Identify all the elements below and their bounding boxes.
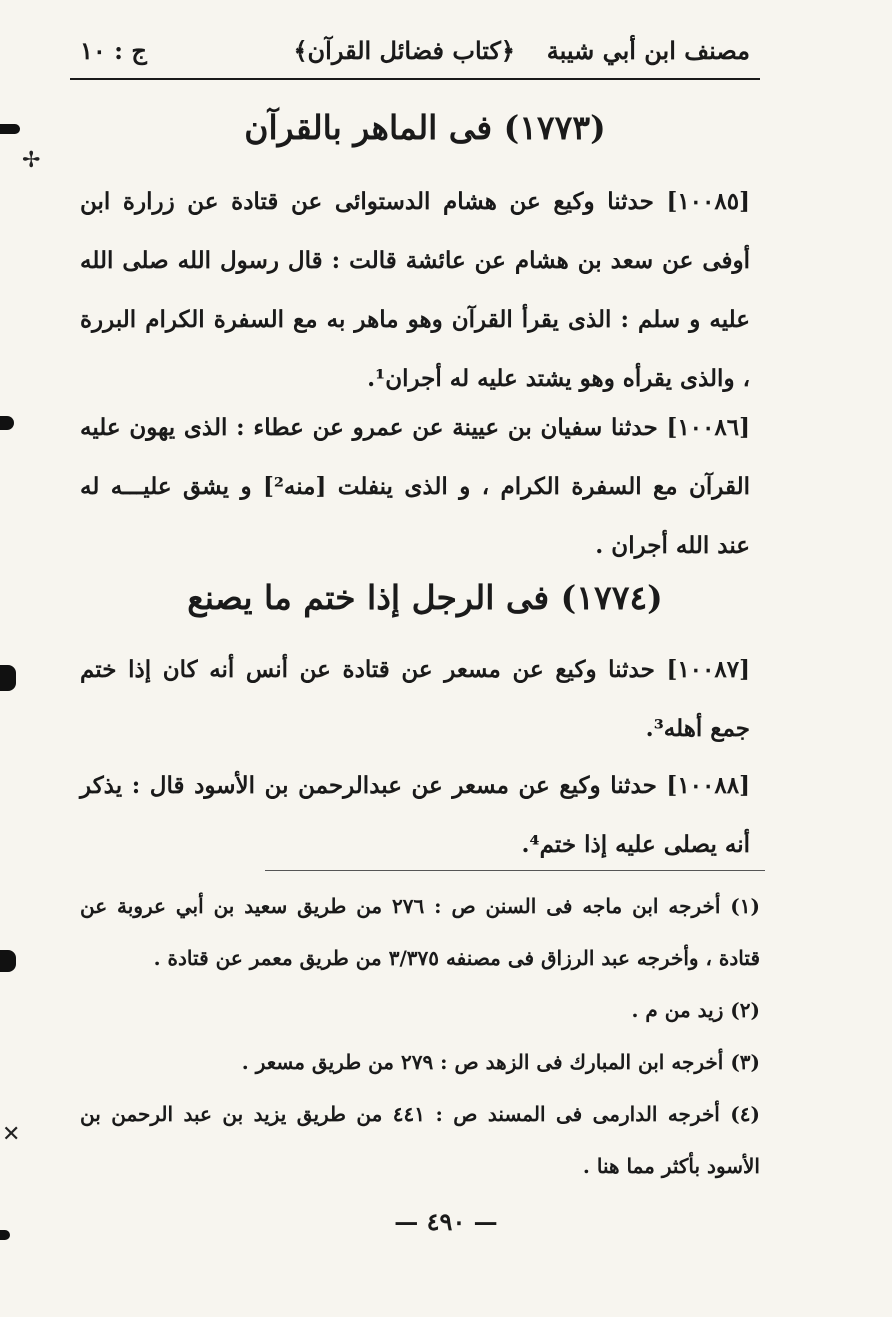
page-number: — ٤٩٠ — (394, 1207, 498, 1236)
hadith-paragraph: [١٠٠٨٨] حدثنا وكيع عن مسعر عن عبدالرحمن بن الأسود قال : يذكر أنه يصلى عليه إذا ختم⁴. (80, 772, 750, 858)
footnote: (٢) زيد من م . (631, 998, 760, 1022)
scan-mark (0, 950, 16, 972)
scan-mark (0, 1230, 10, 1240)
footnote: (١) أخرجه ابن ماجه فى السنن ص : ٢٧٦ من طريق سعيد بن أبي عروبة عن قتادة ، وأخرجه عبد الرزاق فى مصنفه ٣/٣٧٥ من طريق معمر عن قتادة . (80, 894, 760, 970)
footnote: (٤) أخرجه الدارمى فى المسند ص : ٤٤١ من طريق يزيد بن عبد الرحمن بن الأسود بأكثر مما هنا . (80, 1102, 760, 1178)
hadith-paragraph: [١٠٠٨٧] حدثنا وكيع عن مسعر عن قتادة عن أنس أنه كان إذا ختم جمع أهله³. (80, 656, 750, 742)
scan-mark: ✢ (22, 148, 41, 173)
scan-mark (0, 124, 20, 134)
section-title: ﴿كتاب فضائل القرآن﴾ (293, 36, 515, 65)
chapter-heading: (١٧٧٤) فى الرجل إذا ختم ما يصنع (187, 578, 663, 617)
footnote: (٣) أخرجه ابن المبارك فى الزهد ص : ٢٧٩ من طريق مسعر . (241, 1050, 760, 1074)
hadith-paragraph: [١٠٠٨٥] حدثنا وكيع عن هشام الدستوائى عن قتادة عن زرارة ابن أوفى عن سعد بن هشام عن عائشة قالت : قال رسول الله صلى الله عليه و سلم : الذى يقرأ القرآن وهو ماهر به مع السفرة الكرام البررة ، والذى يقرأه وهو يشتد عليه له أجران¹. (80, 188, 750, 392)
running-header (70, 30, 760, 80)
chapter-heading: (١٧٧٣) فى الماهر بالقرآن (244, 108, 606, 147)
volume-number: ج : ١٠ (80, 36, 147, 65)
scan-mark (0, 416, 14, 430)
scan-mark (0, 665, 16, 691)
scan-mark: ✕ (2, 1122, 21, 1147)
hadith-paragraph: [١٠٠٨٦] حدثنا سفيان بن عيينة عن عمرو عن عطاء : الذى يهون عليه القرآن مع السفرة الكرام ، و الذى ينفلت [منه²] و يشق عليـــه له عند الله أجران . (80, 414, 750, 559)
footnote-divider (265, 870, 765, 871)
book-title: مصنف ابن أبي شيبة (546, 36, 750, 65)
